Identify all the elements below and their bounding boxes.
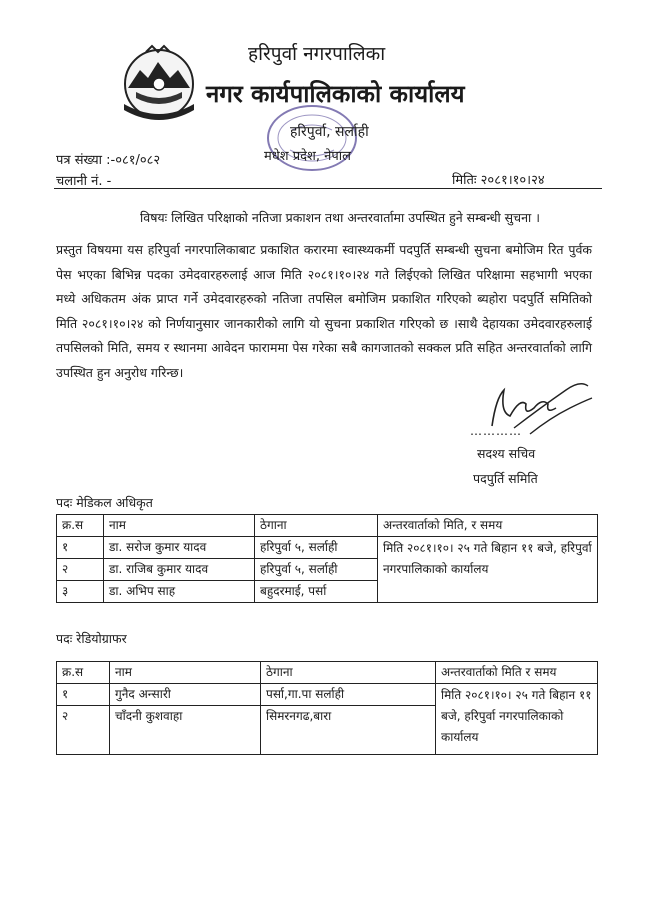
header-cell: नाम (104, 515, 255, 537)
address-line-2: मधेश प्रदेश, नेपाल (264, 149, 351, 164)
header-cell: अन्तरवार्ताको मिति र समय (436, 662, 598, 684)
signatory-title: सदश्य सचिव (477, 446, 536, 461)
header-divider (54, 188, 602, 189)
name-cell: डा. अभिप साह (104, 581, 255, 603)
office-name: नगर कार्यपालिकाको कार्यालय (206, 80, 465, 108)
address-line-1: हरिपुर्वा, सर्लाही (290, 124, 369, 140)
letter-date: मितिः २०८१।१०।२४ (452, 173, 545, 188)
body-paragraph: प्रस्तुत विषयमा यस हरिपुर्वा नगरपालिकाबाट प्रकाशित करारमा स्वास्थ्यकर्मी पदपुर्ति सम्बन्धी सुचना बमोजिम रित पुर्वक पेस भएका बिभिन्न पदका उमेदवारहरुलाई आज मिति २०८१।१०।२४ गते लिईएको लिखित परिक्षामा सहभागी भएका मध्ये अधिकतम अंक प्राप्त गर्ने उमेदवारहरुको नतिजा तपसिल बमोजिम प्रकाशित गरिएको ब्यहोरा पदपुर्ति समितिको मिति २०८१।१०।२४ को निर्णयानुसार जानकारीको लागि यो सुचना प्रकाशित गरिएको छ ।साथै देहायका उमेदवारहरुलाई तपसिलको मिति, समय र स्थानमा आवेदन फाराममा पेस गरेका सबै कागजातको सक्कल प्रति सहित अन्तरवार्ताको लागि उपस्थित हुन अनुरोध गरिन्छ। (56, 242, 592, 380)
name-cell: गुनैद अन्सारी (110, 684, 261, 706)
table-header-row (57, 515, 598, 537)
schedule-cell: मिति २०८१।१०। २५ गते बिहान ११ बजे, हरिपुर्वा नगरपालिकाको कार्यालय (378, 537, 598, 603)
schedule-cell: मिति २०८१।१०। २५ गते बिहान ११ बजे, हरिपुर्वा नगरपालिकाको कार्यालय (436, 684, 598, 755)
header-cell: क्र.स (57, 515, 104, 537)
dispatch-number: चलानी नं. - (56, 174, 112, 189)
signatory-committee: पदपुर्ति समिति (473, 471, 538, 486)
header-cell: क्र.स (57, 662, 110, 684)
signature-dots: ………… (470, 424, 522, 438)
name-cell: डा. सरोज कुमार यादव (104, 537, 255, 559)
table-row (57, 537, 598, 559)
address-cell: पर्सा,गा.पा सर्लाही (261, 684, 436, 706)
subject-line: विषयः लिखित परिक्षाको नतिजा प्रकाशन तथा अन्तरवार्तामा उपस्थित हुने सम्बन्धी सुचना । (140, 210, 540, 225)
name-cell: डा. राजिब कुमार यादव (104, 559, 255, 581)
address-cell: हरिपुर्वा ५, सर्लाही (255, 559, 378, 581)
address-cell: बहुदरमाई, पर्सा (255, 581, 378, 603)
post-1-label: पदः मेडिकल अधिकृत (56, 495, 153, 510)
org-name: हरिपुर्वा नगरपालिका (248, 43, 386, 65)
reference-number: पत्र संख्या :-०८१/०८२ (56, 153, 161, 168)
table-header-row (57, 662, 598, 684)
header-cell: नाम (110, 662, 261, 684)
header-cell: ठेगाना (261, 662, 436, 684)
serial-cell: १ (57, 537, 104, 559)
address-cell: सिमरनगढ,बारा (261, 706, 436, 755)
serial-cell: २ (57, 706, 110, 755)
header-cell: अन्तरवार्ताको मिति, र समय (378, 515, 598, 537)
serial-cell: १ (57, 684, 110, 706)
name-cell: चाँदनी कुशवाहा (110, 706, 261, 755)
post-2-table (56, 661, 598, 755)
header-cell: ठेगाना (255, 515, 378, 537)
serial-cell: ३ (57, 581, 104, 603)
serial-cell: २ (57, 559, 104, 581)
post-1-table (56, 514, 598, 603)
address-cell: हरिपुर्वा ५, सर्लाही (255, 537, 378, 559)
post-2-label: पदः रेडियोग्राफर (56, 631, 127, 646)
table-row (57, 684, 598, 706)
nepal-emblem-logo (118, 44, 200, 122)
